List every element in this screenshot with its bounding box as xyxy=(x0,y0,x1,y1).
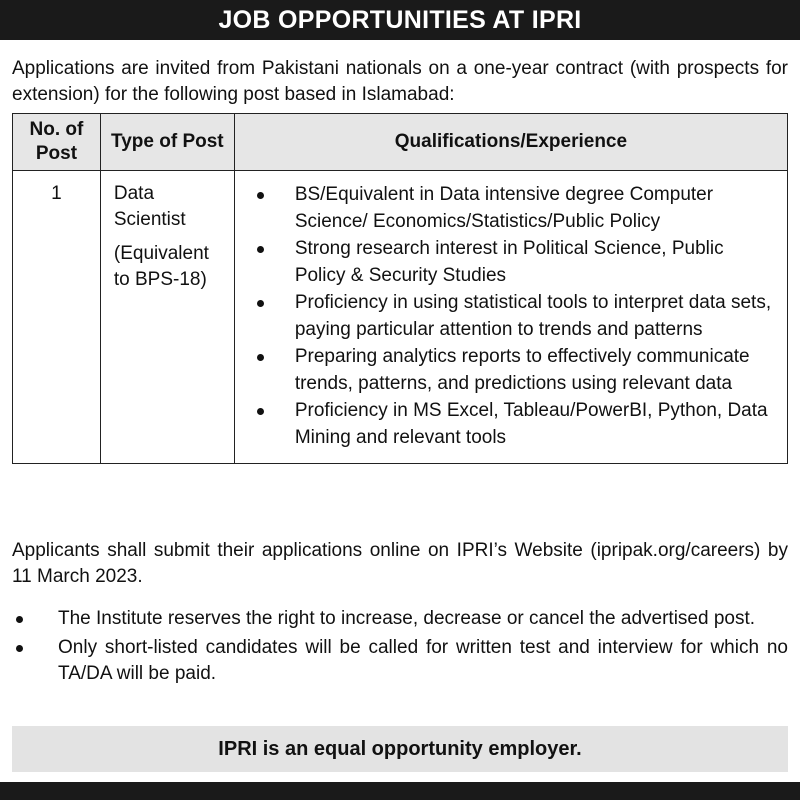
bullet-icon xyxy=(257,300,264,307)
qualification-text: Proficiency in using statistical tools to interpret data sets, paying particular attention to trends and patterns xyxy=(294,292,772,340)
header-type-of-post: Type of Post xyxy=(100,114,234,171)
page-title: JOB OPPORTUNITIES AT IPRI xyxy=(218,5,582,34)
bullet-icon xyxy=(257,408,264,415)
list-item xyxy=(12,635,788,687)
notes-list xyxy=(12,606,788,690)
post-title: Data Scientist xyxy=(113,183,186,230)
post-type-cell xyxy=(100,171,234,464)
table-row xyxy=(13,171,788,464)
intro-paragraph: Applications are invited from Pakistani nationals on a one-year contract (with prospects for extension) for the following post based in Islamabad: xyxy=(12,58,788,105)
bullet-icon xyxy=(257,246,264,253)
qualification-text: BS/Equivalent in Data intensive degree Computer Science/ Economics/Statistics/Public Policy xyxy=(294,184,714,232)
bullet-icon xyxy=(16,616,23,623)
qualification-text: Proficiency in MS Excel, Tableau/PowerBI, Python, Data Mining and relevant tools xyxy=(294,400,768,448)
bullet-icon xyxy=(257,192,264,199)
header-no-of-post: No. of Post xyxy=(13,114,101,171)
header-qualifications: Qualifications/Experience xyxy=(234,114,787,171)
list-item xyxy=(253,343,777,397)
qualification-text: Preparing analytics reports to effectively communicate trends, patterns, and predictions using relevant data xyxy=(294,346,750,394)
note-text: Only short-listed candidates will be called for written test and interview for which no TA/DA will be paid. xyxy=(58,637,788,684)
list-item xyxy=(253,397,777,451)
header-banner xyxy=(0,0,800,40)
posts-table xyxy=(12,113,788,464)
bullet-icon xyxy=(16,645,23,652)
qualifications-list xyxy=(253,181,777,451)
list-item xyxy=(253,181,777,235)
post-count: 1 xyxy=(13,171,101,464)
qualification-text: Strong research interest in Political Science, Public Policy & Security Studies xyxy=(294,238,724,286)
qualifications-cell xyxy=(234,171,787,464)
list-item xyxy=(12,606,788,632)
equal-opportunity-text: IPRI is an equal opportunity employer. xyxy=(218,737,582,760)
post-grade: (Equivalent to BPS-18) xyxy=(113,243,209,290)
note-text: The Institute reserves the right to increase, decrease or cancel the advertised post. xyxy=(58,608,756,629)
list-item xyxy=(253,235,777,289)
list-item xyxy=(253,289,777,343)
table-header-row xyxy=(13,114,788,171)
bullet-icon xyxy=(257,354,264,361)
application-instructions: Applicants shall submit their applications online on IPRI’s Website (ipripak.org/careers) by 11 March 2023. xyxy=(12,540,788,587)
equal-opportunity-banner xyxy=(12,726,788,772)
footer-bar xyxy=(0,782,800,800)
